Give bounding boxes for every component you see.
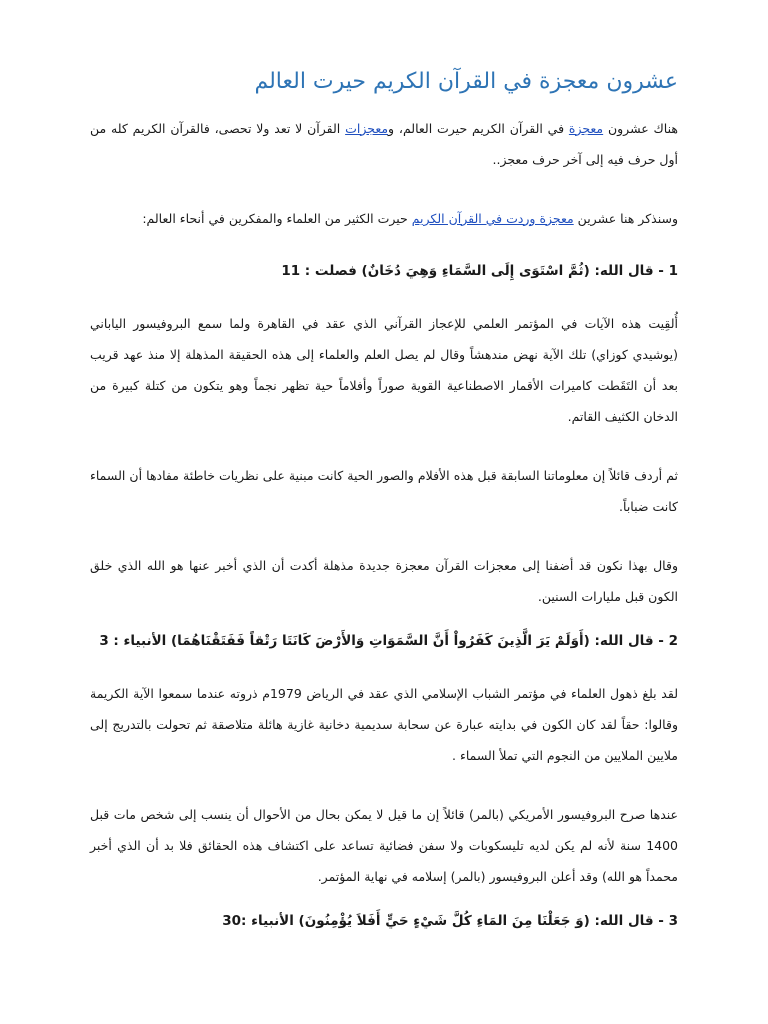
section-1-paragraph-2: ثم أردف قائلاً إن معلوماتنا السابقة قبل هذه الأفلام والصور الحية كانت مبنية على نظريات خاطئة مفادها أن السماء كانت ضباباً. xyxy=(90,467,678,514)
section-heading-3: 3 - قال الله: (وَ جَعَلْنَا مِنَ المَاءِ كُلَّ شَيْءٍ حَيٍّ أَفَلاَ يُؤْمِنُونَ) الأنبياء :30 xyxy=(222,912,678,929)
intro-paragraph-2 xyxy=(90,203,678,234)
section-heading-1: 1 - قال الله: (ثُمَّ اسْتَوَى إِلَى السَّمَاءِ وَهِيَ دُخَانٌ) فصلت : 11 xyxy=(281,262,678,279)
link-quran-miracle[interactable]: معجزة وردت في القرآن الكريم xyxy=(411,210,574,226)
intro-text: في القرآن الكريم حيرت العالم، و xyxy=(388,120,569,136)
link-miracle[interactable]: معجزة xyxy=(568,120,604,136)
intro-paragraph-1 xyxy=(90,113,678,175)
intro-text: حيرت الكثير من العلماء والمفكرين في أنحاء العالم: xyxy=(142,210,412,226)
section-2-paragraph-1: لقد بلغ ذهول العلماء في مؤتمر الشباب الإسلامي الذي عقد في الرياض 1979م ذروته عندما سمعوا الآية الكريمة وقالوا: حقاً لقد كان الكون في بدايته عبارة عن سحابة سديمية دخانية غازية هائلة متلاصقة ثم تحولت بالتدريج إلى ملايين الملايين من النجوم التي تملأ السماء . xyxy=(90,685,678,763)
page-title: عشرون معجزة في القرآن الكريم حيرت العالم xyxy=(254,69,678,94)
intro-text: القرآن لا تعد ولا تحصى، فالقرآن الكريم كله من أول حرف فيه إلى آخر حرف معجز.. xyxy=(90,120,678,167)
section-heading-2: 2 - قال الله: (أَوَلَمْ يَرَ الَّذِينَ كَفَرُواْ أَنَّ السَّمَوَاتِ وَالأَرْضَ كَانَتَا رَتْقاً فَفَتَقْنَاهُمَا) الأنبياء : 3 xyxy=(99,632,678,649)
section-1-paragraph-1: أُلقِيت هذه الآيات في المؤتمر العلمي للإعجاز القرآني الذي عقد في القاهرة ولما سمع البروفيسور الياباني (يوشيدي كوزاي) تلك الآية نهض مندهشاً وقال لم يصل العلم والعلماء إلى هذه الحقيقة المذهلة إلا منذ عهد قريب بعد أن التَقَطت كاميرات الأقمار الاصطناعية القوية صوراً وأفلاماً حية تظهر نجماً وهو يتكون من كتلة كبيرة من الدخان الكثيف القاتم. xyxy=(90,315,678,424)
intro-text: وسنذكر هنا عشرين xyxy=(573,210,678,226)
link-miracles[interactable]: معجزات xyxy=(345,120,389,136)
section-1-paragraph-3: وقال بهذا نكون قد أضفنا إلى معجزات القرآن معجزة جديدة مذهلة أكدت أن الذي أخبر عنها هو الله الذي خلق الكون قبل مليارات السنين. xyxy=(90,557,678,604)
intro-text: هناك عشرون xyxy=(603,120,678,136)
section-2-paragraph-2: عندها صرح البروفيسور الأمريكي (بالمر) قائلاً إن ما قيل لا يمكن بحال من الأحوال أن ينسب إلى شخص مات قبل 1400 سنة لأنه لم يكن لديه تليسكوبات ولا سفن فضائية تساعد على اكتشاف هذه الحقائق فلا بد أن الذي أخبر محمداً هو الله) وقد أعلن البروفيسور (بالمر) إسلامه في نهاية المؤتمر. xyxy=(90,806,678,884)
